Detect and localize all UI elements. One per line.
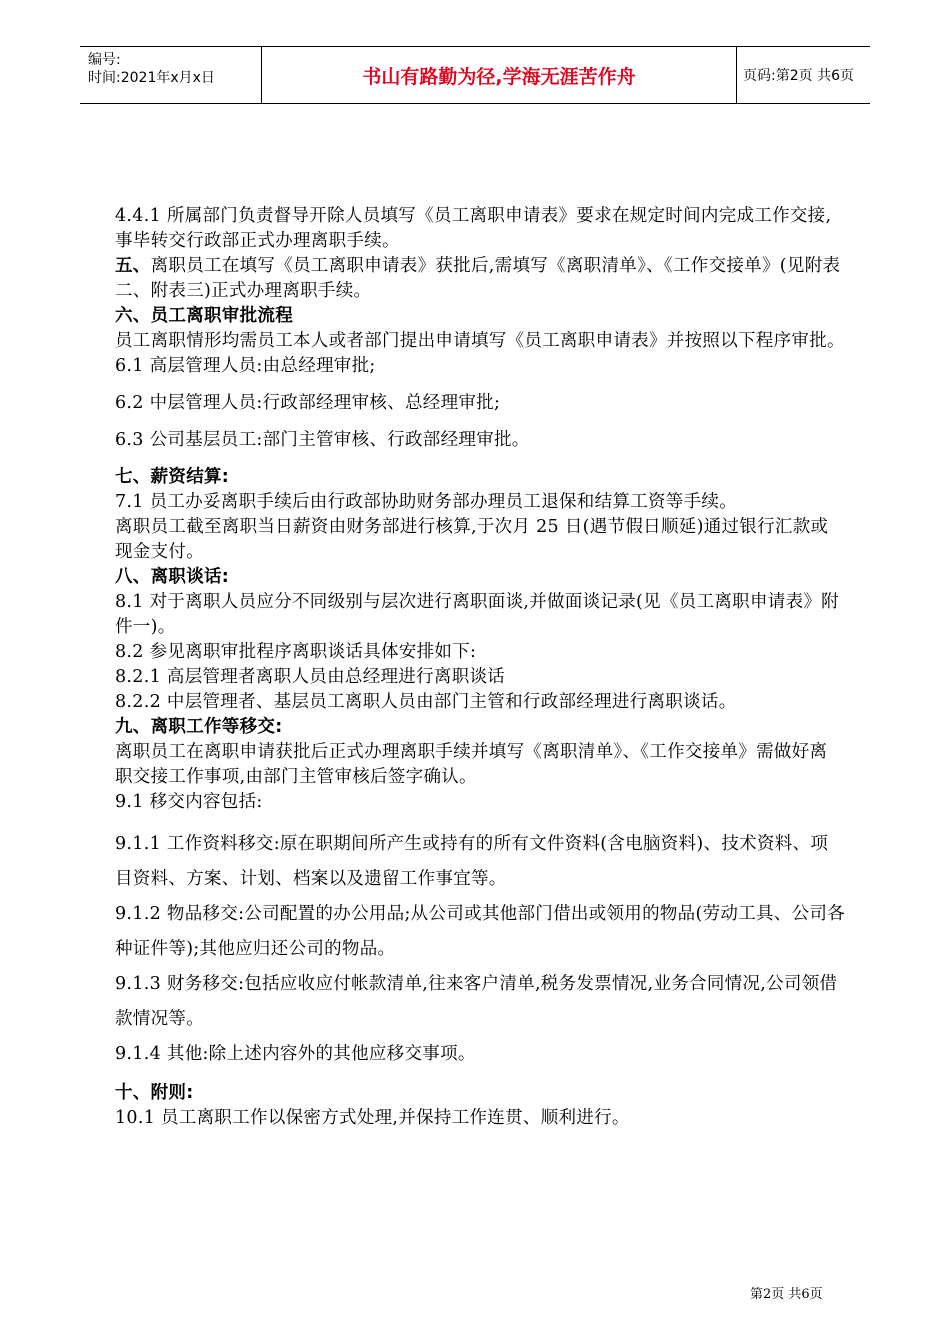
document-number-label: 编号: — [88, 52, 121, 68]
item-10-1: 10.1 员工离职工作以保密方式处理,并保持工作连贯、顺利进行。 — [115, 1108, 630, 1128]
paragraph-4-4-1: 4.4.1 所属部门负责督导开除人员填写《员工离职申请表》要求在规定时间内完成工作交接,事毕转交行政部正式办理离职手续。 — [115, 206, 832, 251]
section-9-heading: 九、离职工作等移交: — [115, 717, 283, 737]
document-body — [115, 204, 845, 1131]
item-9-1-4: 9.1.4 其他:除上述内容外的其他应移交事项。 — [115, 1044, 476, 1064]
item-6-2: 6.2 中层管理人员:行政部经理审核、总经理审批; — [115, 393, 501, 413]
section-6-intro: 员工离职情形均需员工本人或者部门提出申请填写《员工离职申请表》并按照以下程序审批。 — [115, 331, 845, 351]
item-9-1-2: 9.1.2 物品移交:公司配置的办公用品;从公司或其他部门借出或领用的物品(劳动工具、公司各种证件等);其他应归还公司的物品。 — [115, 904, 846, 959]
item-8-2-1: 8.2.1 高层管理者离职人员由总经理进行离职谈话 — [115, 667, 506, 687]
section-9-intro: 离职员工在离职申请获批后正式办理离职手续并填写《离职清单》、《工作交接单》需做好离职交接工作事项,由部门主管审核后签字确认。 — [115, 742, 828, 787]
section-5 — [115, 254, 845, 304]
item-8-2: 8.2 参见离职审批程序离职谈话具体安排如下: — [115, 642, 477, 662]
item-8-1: 8.1 对于离职人员应分不同级别与层次进行离职面谈,并做面谈记录(见《员工离职申请表》附件一)。 — [115, 592, 839, 637]
section-6-heading: 六、员工离职审批流程 — [115, 306, 293, 326]
item-6-3: 6.3 公司基层员工:部门主管审核、行政部经理审批。 — [115, 430, 530, 450]
item-7-2: 离职员工截至离职当日薪资由财务部进行核算,于次月 25 日(遇节假日顺延)通过银行汇款或现金支付。 — [115, 517, 829, 562]
section-8-heading: 八、离职谈话: — [115, 567, 230, 587]
header-motto: 书山有路勤为径,学海无涯苦作舟 — [262, 47, 737, 103]
header-page-code: 页码:第2页 共6页 — [743, 68, 854, 84]
section-5-text: 离职员工在填写《员工离职申请表》获批后,需填写《离职清单》、《工作交接单》(见附表二、附表三)正式办理离职手续。 — [115, 256, 841, 301]
page-footer: 第2页 共6页 — [750, 1287, 823, 1302]
item-9-1-1: 9.1.1 工作资料移交:原在职期间所产生或持有的所有文件资料(含电脑资料)、技术资料、项目资料、方案、计划、档案以及遗留工作事宜等。 — [115, 834, 829, 889]
item-8-2-2: 8.2.2 中层管理者、基层员工离职人员由部门主管和行政部经理进行离职谈话。 — [115, 692, 737, 712]
section-10-heading: 十、附则: — [115, 1083, 194, 1103]
item-9-1: 9.1 移交内容包括: — [115, 792, 263, 812]
header-meta — [80, 47, 262, 103]
document-time-label: 时间:2021年x月x日 — [88, 70, 215, 86]
section-5-heading: 五、 — [115, 256, 151, 276]
item-9-1-3: 9.1.3 财务移交:包括应收应付帐款清单,往来客户清单,税务发票情况,业务合同情况,公司领借款情况等。 — [115, 974, 838, 1029]
page-header — [80, 46, 870, 104]
item-7-1: 7.1 员工办妥离职手续后由行政部协助财务部办理员工退保和结算工资等手续。 — [115, 492, 737, 512]
section-7-heading: 七、薪资结算: — [115, 467, 230, 487]
item-6-1: 6.1 高层管理人员:由总经理审批; — [115, 356, 376, 376]
